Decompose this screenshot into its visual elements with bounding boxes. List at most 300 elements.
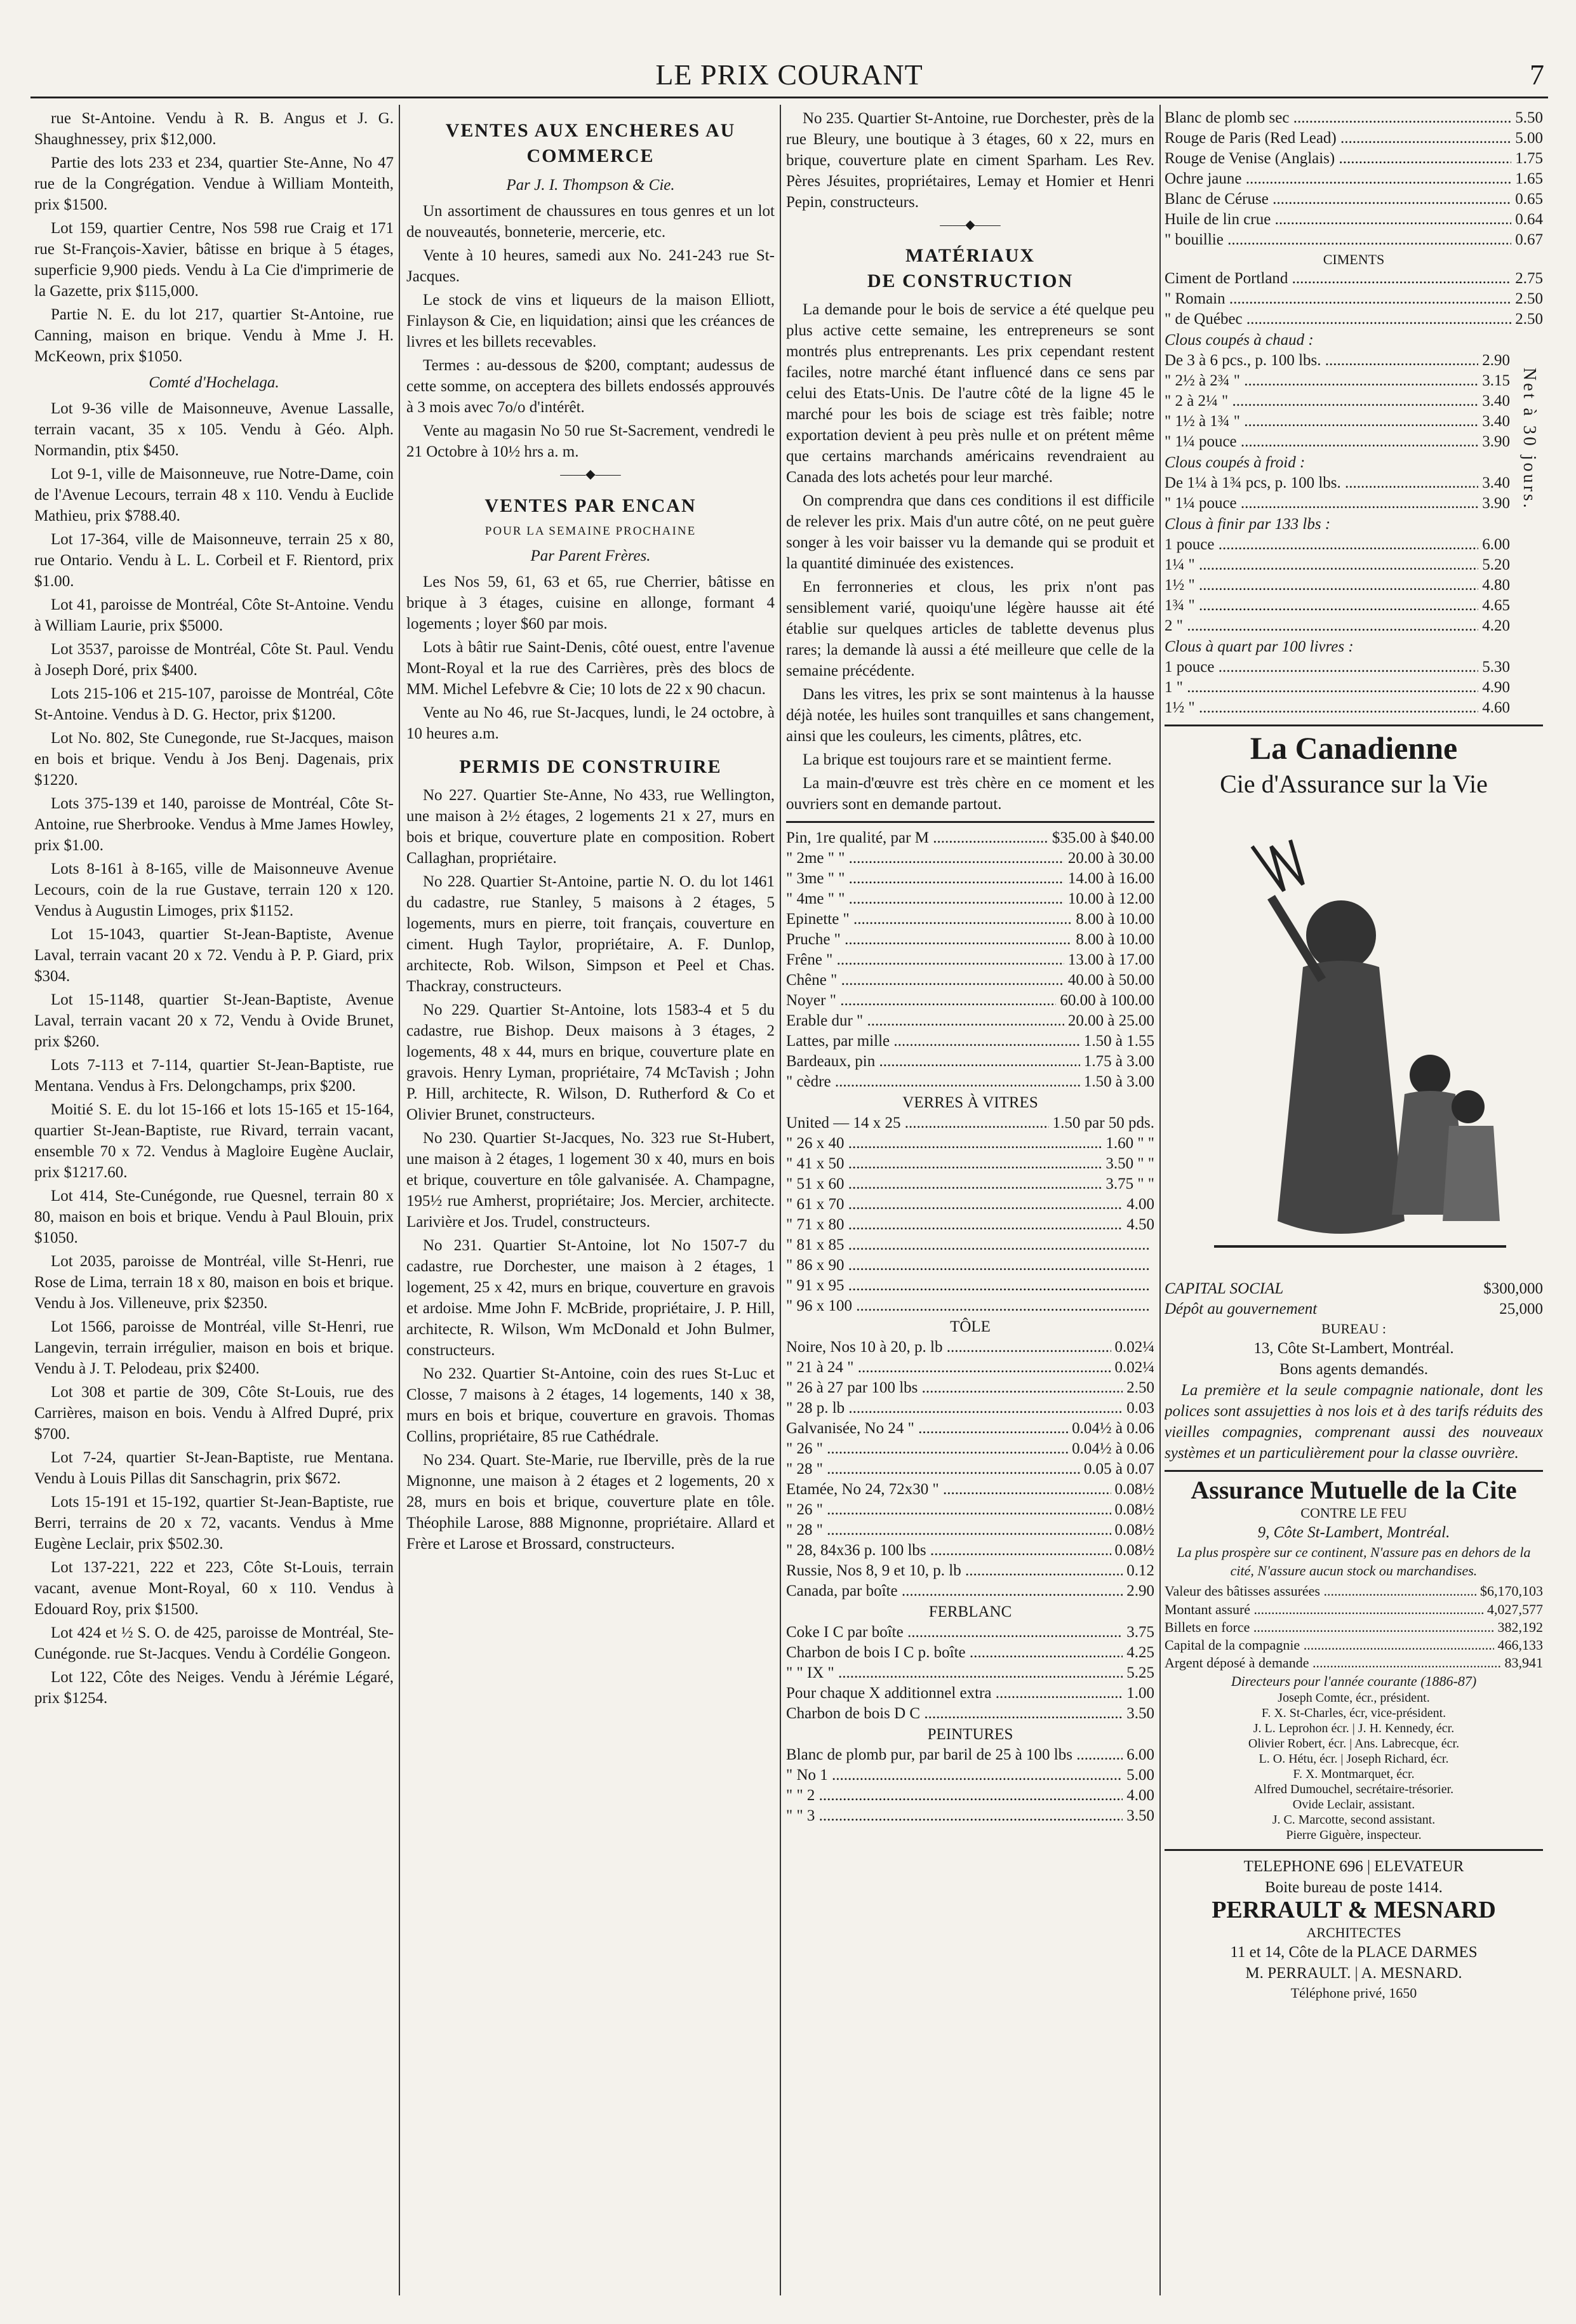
- directors-title: Directeurs pour l'année courante (1886-87): [1231, 1673, 1477, 1690]
- column-materials: [786, 108, 1154, 2292]
- item-label: Russie, Nos 8, 9 et 10, p. lb .....: [786, 1561, 1123, 1581]
- item-price: 8.00 à 10.00: [1076, 930, 1154, 948]
- sale-entry: Lot 1566, paroisse de Montréal, ville St-Henri, rue Langevin, terrain irrégulier, maison en bois et brique. Vendu à J. T. Pelodeau, prix $2400.: [34, 1318, 394, 1377]
- item-price: 14.00 à 16.00: [1067, 869, 1154, 887]
- price-row: [786, 1215, 1154, 1235]
- item-price: 0.04½ à 0.06: [1072, 1439, 1154, 1457]
- director-entry: Alfred Dumouchel, secrétaire-trésorier.: [1253, 1782, 1454, 1797]
- paragraph: No 228. Quartier St-Antoine, partie N. O. du lot 1461 du cadastre, rue Stanley, 5 maisons à 2 étages, 5 logements, murs en pierre, toit français, couverture en ciment. Hugh Taylor, propriétaire, A. F. Dunlop, architecte, Rob. Wilson, Simpson et Peel et Chas. Thackray, constructeurs.: [406, 872, 775, 995]
- director-entry: Pierre Giguère, inspecteur.: [1286, 1828, 1422, 1843]
- item-price: 0.08½: [1114, 1480, 1154, 1498]
- price-row: [786, 1133, 1154, 1154]
- item-label: Ciment de Portland .....: [1165, 269, 1511, 289]
- price-row: [1165, 149, 1543, 169]
- paragraph: Les Nos 59, 61, 63 et 65, rue Cherrier, bâtisse en brique à 3 étages, cuisine en allonge, formant 4 logements ; loyer $60 par mois.: [406, 573, 775, 633]
- item-price: 3.50: [1126, 1806, 1154, 1824]
- item-label: Billets en force .....: [1165, 1619, 1494, 1636]
- director-entry: J. L. Leprohon écr. | J. H. Kennedy, écr.: [1253, 1721, 1455, 1736]
- section-heading-permits: PERMIS DE CONSTRUIRE: [459, 756, 722, 778]
- director-entry: L. O. Hétu, écr. | Joseph Richard, écr.: [1259, 1752, 1449, 1766]
- paragraph: En ferronneries et clous, les prix n'ont pas sensiblement varié, quoiqu'une légère hausse ait été établie sur quelques articles de tablette devenus plus rares; la demande là aussi a été meilleure que celle de la semaine précédente.: [786, 578, 1154, 679]
- item-price: 3.75: [1126, 1623, 1154, 1641]
- paragraph: Le stock de vins et liqueurs de la maison Elliott, Finlayson & Cie, en liquidation; ainsi que les créances de livres et les billets recevables.: [406, 291, 775, 351]
- item-label: Chêne " .....: [786, 970, 1064, 991]
- sale-entry: Lot 3537, paroisse de Montréal, Côte St. Paul. Vendu à Joseph Doré, prix $400.: [34, 641, 394, 679]
- item-price: 3.40: [1482, 413, 1510, 431]
- item-label: Huile de lin crue .....: [1165, 210, 1511, 230]
- price-row: [1165, 289, 1543, 309]
- section-subheading: POUR LA SEMAINE PROCHAINE: [484, 524, 697, 538]
- column-sales: [34, 108, 394, 2292]
- price-row: [786, 1276, 1154, 1296]
- paragraph: On comprendra que dans ces conditions il est difficile de relever les prix. Mais d'un autre côté, on ne peut guère songer à les voir baisser vu la demande qui se produit et la quantité diminuée des existences.: [786, 491, 1154, 572]
- item-label: " 28 p. lb .....: [786, 1398, 1123, 1419]
- item-price: 5.25: [1126, 1664, 1154, 1681]
- item-label: " 61 x 70 .....: [786, 1194, 1123, 1215]
- item-price: 0.08½: [1114, 1541, 1154, 1559]
- item-label: United — 14 x 25 .....: [786, 1113, 1049, 1133]
- item-label: Noire, Nos 10 à 20, p. lb .....: [786, 1337, 1111, 1358]
- item-price: 5.50: [1515, 109, 1543, 126]
- price-row: [786, 1113, 1154, 1133]
- price-row: [786, 1561, 1154, 1581]
- sale-entry: Moitié S. E. du lot 15-166 et lots 15-165 et 15-164, quartier St-Jean-Baptiste, rue Rivard, terrain vacant, ensemble 70 x 72. Vendus à Magloire Eugène Auclair, prix $1217.60.: [34, 1101, 394, 1181]
- item-label: De 1¼ à 1¾ pcs, p. 100 lbs. .....: [1165, 473, 1478, 493]
- item-label: Pour chaque X additionnel extra .....: [786, 1683, 1123, 1704]
- ad-title: La Canadienne: [1250, 730, 1458, 766]
- paragraph: No 235. Quartier St-Antoine, rue Dorchester, près de la rue Bleury, une boutique à 3 étages, 60 x 22, murs en brique, couverture plate en ciment Sparham. Les Rev. Pères Jésuites, propriétaires, Lemay et Homier et Henri Pepin, constructeurs.: [786, 110, 1154, 211]
- item-label: " Romain .....: [1165, 289, 1511, 309]
- ad-la-canadienne: [1165, 725, 1543, 1464]
- item-label: Galvanisée, No 24 " .....: [786, 1419, 1068, 1439]
- item-label: " 1¼ pouce .....: [1165, 432, 1478, 452]
- price-row: [786, 1011, 1154, 1031]
- item-label: 1 pouce .....: [1165, 535, 1478, 555]
- paragraph: Un assortiment de chaussures en tous genres et un lot de nouveautés, bonneterie, mercerie, etc.: [406, 203, 775, 241]
- column-auctions: [406, 108, 775, 2292]
- table-title-peintures: PEINTURES: [927, 1725, 1013, 1743]
- price-row: [786, 1459, 1154, 1479]
- item-label: " 96 x 100 .....: [786, 1296, 1151, 1316]
- price-row: [786, 1072, 1154, 1092]
- item-price: 60.00 à 100.00: [1060, 991, 1154, 1009]
- item-label: " 71 x 80 .....: [786, 1215, 1123, 1235]
- item-price: 1.60 " ": [1105, 1134, 1154, 1152]
- item-price: 0.05 à 0.07: [1083, 1460, 1154, 1478]
- item-price: 5.30: [1482, 658, 1510, 676]
- ad-tagline: La première et la seule compagnie nationale, dont les polices sont assujetties à nos lois et à des tarifs réduits des vieilles compagnies, comprenant aussi des nouveaux systèmes et un particulièrement pour la classe ouvrière.: [1165, 1382, 1543, 1462]
- item-price: 4.25: [1126, 1643, 1154, 1661]
- ornament-divider: ——◆——: [940, 218, 1001, 232]
- table-title-verres: VERRES À VITRES: [902, 1093, 1038, 1111]
- price-table-sheet-metal: [786, 1337, 1154, 1601]
- price-row: [1165, 616, 1510, 636]
- price-row: [786, 1174, 1154, 1194]
- item-label: " 26 à 27 par 100 lbs .....: [786, 1378, 1123, 1398]
- price-row: [1165, 169, 1543, 189]
- price-row: [786, 1398, 1154, 1419]
- item-price: 1.50 à 3.00: [1083, 1072, 1154, 1090]
- nails-heading: Clous coupés à chaud :: [1165, 331, 1314, 349]
- item-label: " 2 à 2¼ " .....: [1165, 391, 1478, 411]
- price-row: [786, 950, 1154, 970]
- item-price: 4.20: [1482, 617, 1510, 635]
- item-price: 40.00 à 50.00: [1067, 971, 1154, 989]
- price-table-nails-quarter: [1165, 657, 1510, 718]
- sale-entry: Lot 159, quartier Centre, Nos 598 rue Craig et 171 rue St-François-Xavier, bâtisse en brique à 5 étages, superficie 9,900 pieds. Vendu à La Cie d'imprimerie de la Gazette, prix $115,000.: [34, 220, 394, 300]
- materials-paragraphs: [786, 299, 1154, 815]
- paragraph: Vente à 10 heures, samedi aux No. 241-243 rue St-Jacques.: [406, 247, 775, 286]
- stats-table: [1165, 1582, 1543, 1672]
- director-entry: Olivier Robert, écr. | Ans. Labrecque, écr.: [1248, 1737, 1460, 1751]
- item-price: 10.00 à 12.00: [1067, 890, 1154, 907]
- price-row: [786, 1296, 1154, 1316]
- item-label: De 3 à 6 pcs., p. 100 lbs. .....: [1165, 351, 1478, 371]
- sale-entry: Lot 414, Ste-Cunégonde, rue Quesnel, terrain 80 x 80, maison en bois et brique. Vendu à Paul Blouin, prix $1050.: [34, 1187, 394, 1246]
- sale-entry: Partie N. E. du lot 217, quartier St-Antoine, rue Canning, maison en brique. Vendu à Mme J. H. McKeown, prix $1050.: [34, 306, 394, 365]
- section-author: Par Parent Frères.: [530, 547, 651, 565]
- ad-tagline: La plus prospère sur ce continent, N'assure pas en dehors de la cité, N'assure aucun stock ou marchandises.: [1177, 1544, 1531, 1579]
- column-rule: [1159, 105, 1161, 2295]
- item-label: Valeur des bâtisses assurées .....: [1165, 1582, 1476, 1600]
- item-label: " " 3 .....: [786, 1806, 1123, 1826]
- paragraph: No 229. Quartier St-Antoine, lots 1583-4 et 5 du cadastre, rue Bishop. Deux maisons à 3 étages, 2 logements, 48 x 44, murs en brique, couverture plate en gravois. Henry Lyman, propriétaire, 74 McTavish ; John P. Hill, architecte, R. Wilson, D. Rutherford & Co et Olivier Brunet, constructeurs.: [406, 1001, 775, 1123]
- price-row: [786, 1194, 1154, 1215]
- item-price: 0.08½: [1114, 1500, 1154, 1518]
- directors-list: [1165, 1690, 1543, 1843]
- price-row: [786, 1154, 1154, 1174]
- item-label: " 28 " .....: [786, 1459, 1080, 1479]
- item-label: Noyer " .....: [786, 991, 1056, 1011]
- ad-address: 9, Côte St-Lambert, Montréal.: [1257, 1524, 1450, 1542]
- director-entry: J. C. Marcotte, second assistant.: [1272, 1813, 1436, 1827]
- nails-heading: Clous à quart par 100 livres :: [1165, 638, 1354, 656]
- director-entry: Ovide Leclair, assistant.: [1292, 1798, 1415, 1812]
- price-row: [786, 1806, 1154, 1826]
- sale-entry: Lot 17-364, ville de Maisonneuve, terrain 25 x 80, rue Ontario. Vendu à L. L. Corbeil et F. Rientord, prix $1.00.: [34, 531, 394, 590]
- price-row: [1165, 1582, 1543, 1600]
- item-price: 466,133: [1497, 1636, 1543, 1653]
- item-price: 2.75: [1515, 270, 1543, 288]
- subsection-heading: Comté d'Hochelaga.: [149, 374, 279, 391]
- item-price: 0.04½ à 0.06: [1072, 1419, 1154, 1437]
- price-row: [1165, 1636, 1543, 1654]
- item-label: Blanc de plomb sec .....: [1165, 108, 1511, 128]
- price-row: [1165, 269, 1543, 289]
- item-label: " 2me " " .....: [786, 848, 1064, 869]
- ad-subtitle: Cie d'Assurance sur la Vie: [1220, 769, 1488, 798]
- section-author: Par J. I. Thompson & Cie.: [506, 177, 675, 194]
- ad-telephone: TELEPHONE 696 | ELEVATEUR: [1243, 1858, 1464, 1876]
- item-label: Charbon de bois D C .....: [786, 1704, 1123, 1724]
- item-label: " 81 x 85 .....: [786, 1235, 1151, 1255]
- item-label: " 26 x 40 .....: [786, 1133, 1102, 1154]
- price-table-glass: [786, 1113, 1154, 1316]
- paragraph: Termes : au-dessous de $200, comptant; audessus de cette somme, on acceptera des billets endossés approuvés à 3 mois avec 7o/o d'intérêt.: [406, 357, 775, 417]
- page-title: LE PRIX COURANT: [655, 58, 923, 91]
- sale-entry: Lot 41, paroisse de Montréal, Côte St-Antoine. Vendu à William Laurie, prix $5000.: [34, 596, 394, 634]
- item-price: 1.50 par 50 pds.: [1052, 1114, 1154, 1132]
- table-title-ciments: CIMENTS: [1323, 251, 1385, 267]
- price-row: [1165, 1619, 1543, 1636]
- price-row: [1165, 411, 1510, 432]
- sale-entry: Lots 15-191 et 15-192, quartier St-Jean-Baptiste, rue Berri, terrains de 20 x 72, vacants. Vendus à Mme Eugène Leclair, prix $502.30.: [34, 1493, 394, 1553]
- item-price: 4.80: [1482, 577, 1510, 594]
- sale-entry: Lots 7-113 et 7-114, quartier St-Jean-Baptiste, rue Mentana. Vendus à Frs. Delongchamps, prix $200.: [34, 1057, 394, 1095]
- ad-title: PERRAULT & MESNARD: [1212, 1897, 1496, 1924]
- price-row: [1165, 432, 1510, 452]
- item-price: 4.00: [1126, 1195, 1154, 1213]
- item-label: 2 " .....: [1165, 616, 1478, 636]
- paragraph: No 232. Quartier St-Antoine, coin des rues St-Luc et Closse, 7 maisons à 2 étages, 14 logements, 140 x 38, murs en bois et brique, couverture en gravois. Thomas Collins, propriétaire, 85 rue Cathédrale.: [406, 1365, 775, 1445]
- deposit-row: Dépôt au gouvernement 25,000: [1165, 1300, 1543, 1318]
- ad-address: 11 et 14, Côte de la PLACE DARMES: [1230, 1944, 1478, 1961]
- item-label: Epinette " .....: [786, 909, 1072, 930]
- item-price: 0.08½: [1114, 1521, 1154, 1539]
- item-label: " cèdre .....: [786, 1072, 1080, 1092]
- price-row: [786, 909, 1154, 930]
- price-table-nails-cold: [1165, 473, 1510, 514]
- item-price: 13.00 à 17.00: [1067, 951, 1154, 968]
- item-price: 0.03: [1126, 1399, 1154, 1417]
- encan-paragraphs: [406, 571, 775, 744]
- item-label: Coke I C par boîte .....: [786, 1622, 1123, 1643]
- nails-heading: Clous coupés à froid :: [1165, 454, 1306, 472]
- item-label: Blanc de Céruse .....: [1165, 189, 1511, 210]
- item-price: 4.60: [1482, 699, 1510, 717]
- item-label: Etamée, No 24, 72x30 " .....: [786, 1479, 1111, 1500]
- price-row: [1165, 128, 1543, 149]
- price-row: [786, 1663, 1154, 1683]
- price-row: [786, 1052, 1154, 1072]
- paragraph: Dans les vitres, les prix se sont maintenus à la hausse déjà notée, les huiles sont tranquilles et sans changement, ainsi que les couleurs, les ciments, plâtres, etc.: [786, 685, 1154, 745]
- sale-entry: Lot 15-1043, quartier St-Jean-Baptiste, Avenue Laval, terrain vacant 20 x 72. Vendu à P. P. Giard, prix $304.: [34, 926, 394, 985]
- item-price: 3.75 " ": [1105, 1175, 1154, 1192]
- item-label: " 28 " .....: [786, 1520, 1111, 1540]
- price-row: [786, 1704, 1154, 1724]
- price-row: [1165, 108, 1543, 128]
- nails-heading: Clous à finir par 133 lbs :: [1165, 516, 1331, 533]
- item-label: " 41 x 50 .....: [786, 1154, 1102, 1174]
- price-row: [1165, 391, 1510, 411]
- price-row: [786, 1622, 1154, 1643]
- price-row: [1165, 371, 1510, 391]
- item-label: 1½ " .....: [1165, 698, 1478, 718]
- price-row: [786, 1378, 1154, 1398]
- item-price: 6.00: [1482, 536, 1510, 554]
- sale-entry: Lot 9-36 ville de Maisonneuve, Avenue Lassalle, terrain vacant, 35 x 105. Vendu à Géo. Alph. Normandin, ptix $450.: [34, 400, 394, 459]
- permit-paragraphs: [406, 785, 775, 1554]
- price-row: [786, 970, 1154, 991]
- item-price: 0.67: [1515, 231, 1543, 248]
- auction-paragraphs: [406, 201, 775, 462]
- director-entry: F. X. Montmarquet, écr.: [1293, 1767, 1415, 1782]
- price-row: [786, 1786, 1154, 1806]
- price-table-paint: [786, 1745, 1154, 1826]
- item-label: " 3me " " .....: [786, 869, 1064, 889]
- item-label: " " 2 .....: [786, 1786, 1123, 1806]
- price-row: [1165, 555, 1510, 575]
- item-price: $6,170,103: [1480, 1583, 1543, 1599]
- price-row: [786, 1643, 1154, 1663]
- item-price: 3.90: [1482, 433, 1510, 451]
- price-row: [786, 1419, 1154, 1439]
- item-price: 3.50: [1126, 1704, 1154, 1722]
- item-price: 2.90: [1482, 352, 1510, 370]
- item-label: Erable dur " .....: [786, 1011, 1064, 1031]
- ad-title: Assurance Mutuelle de la Cite: [1191, 1476, 1517, 1505]
- item-price: 3.40: [1482, 474, 1510, 492]
- item-label: Blanc de plomb pur, par baril de 25 à 100 lbs .....: [786, 1745, 1123, 1765]
- price-row: [786, 1358, 1154, 1378]
- price-row: [786, 1540, 1154, 1561]
- sale-entry: Lot No. 802, Ste Cunegonde, rue St-Jacques, maison en bois et brique. Vendu à Jos Benj. Dagenais, prix $1220.: [34, 730, 394, 789]
- section-heading-materials: MATÉRIAUX: [905, 245, 1036, 267]
- table-title-tole: TÔLE: [950, 1318, 991, 1335]
- item-label: Bardeaux, pin .....: [786, 1052, 1080, 1072]
- price-table-wood: [786, 821, 1154, 1092]
- price-row: [1165, 657, 1510, 678]
- item-label: " No 1 .....: [786, 1765, 1123, 1786]
- item-label: " de Québec .....: [1165, 309, 1511, 330]
- sale-entry: Lot 9-1, ville de Maisonneuve, rue Notre-Dame, coin de l'Avenue Lecours, terrain 48 x 110. Vendu à Euclide Mathieu, prix $788.40.: [34, 465, 394, 524]
- ad-subtitle: CONTRE LE FEU: [1300, 1505, 1407, 1521]
- section-heading-construction: DE CONSTRUCTION: [867, 270, 1074, 291]
- paragraph: No 230. Quartier St-Jacques, No. 323 rue St-Hubert, une maison à 2 étages, 1 logement 30 x 40, murs en bois et brique, couverture en tôle galvanisée. A. Champagne, 195½ rue Amherst, propriétaire; Jos. Mercier, architecte. Larivière et Jos. Trudel, constructeurs.: [406, 1129, 775, 1231]
- price-row: [786, 848, 1154, 869]
- price-row: [786, 1031, 1154, 1052]
- price-table-pigments: [1165, 108, 1543, 250]
- paragraph: No 231. Quartier St-Antoine, lot No 1507-7 du cadastre, rue Dorchester, une maison à 2 étages, 1 logement, 25 x 42, murs en brique, couverture en gravois et ardoise. Mme John F. McBride, propriétaire, J. P. Hill, architecte, R. Wilson, Wm McDonald et John Bulmer, constructeurs.: [406, 1236, 775, 1359]
- price-row: [1165, 1654, 1543, 1672]
- price-row: [1165, 698, 1510, 718]
- sale-entry: Lot 15-1148, quartier St-Jean-Baptiste, Avenue Laval, terrain vacant 20 x 72, Vendu à Ovide Brunet, prix $260.: [34, 991, 394, 1050]
- price-row: [1165, 351, 1510, 371]
- item-label: Canada, par boîte .....: [786, 1581, 1123, 1601]
- item-label: " 91 x 95 .....: [786, 1276, 1151, 1296]
- ad-perrault-mesnard: [1165, 1849, 1543, 2002]
- item-label: 1 pouce .....: [1165, 657, 1478, 678]
- item-price: 0.64: [1515, 211, 1543, 228]
- item-label: " 26 " .....: [786, 1500, 1111, 1520]
- sale-entry: rue St-Antoine. Vendu à R. B. Angus et J. G. Shaughnessey, prix $12,000.: [34, 110, 394, 148]
- price-row: [786, 930, 1154, 950]
- item-label: 1¼ " .....: [1165, 555, 1478, 575]
- item-label: 1¾ " .....: [1165, 596, 1478, 616]
- paragraph: La demande pour le bois de service a été quelque peu plus active cette semaine, les entrepreneurs se sont montrés plus entreprenants. Les prix cependant restent faciles, notre marché étant influencé dans ce sens par celui des Etats-Unis. De l'autre côté de la ligne 45 le marché pour les bois de sciage est très faible; notre exportation devient à peu près nulle et on prétent même que certains marchands américains revendraient au Canada des lots achetés pour leur marché.: [786, 300, 1154, 486]
- paragraph: Lots à bâtir rue Saint-Denis, côté ouest, entre l'avenue Mont-Royal et la rue des Carrières, près des blocs de MM. Michel Lefebvre & Cie; 10 lots de 22 x 90 chacun.: [406, 639, 775, 698]
- price-row: [1165, 1601, 1543, 1619]
- capital-row: CAPITAL SOCIAL $300,000: [1165, 1280, 1543, 1298]
- price-row: [786, 889, 1154, 909]
- item-price: 2.50: [1515, 290, 1543, 308]
- item-label: " 26 " .....: [786, 1439, 1068, 1459]
- price-row: [1165, 309, 1543, 330]
- price-row: [1165, 535, 1510, 555]
- item-price: 5.20: [1482, 556, 1510, 574]
- item-price: 83,941: [1504, 1655, 1543, 1671]
- item-price: 2.90: [1126, 1582, 1154, 1599]
- item-price: 5.00: [1515, 130, 1543, 147]
- director-entry: Joseph Comte, écr., président.: [1278, 1691, 1430, 1706]
- item-price: 1.75 à 3.00: [1083, 1052, 1154, 1070]
- item-price: 0.02¼: [1114, 1358, 1154, 1376]
- price-row: [786, 1745, 1154, 1765]
- ad-private-phone: Téléphone privé, 1650: [1290, 1985, 1417, 2001]
- ad-names: M. PERRAULT. | A. MESNARD.: [1245, 1965, 1462, 1982]
- paragraph: No 234. Quart. Ste-Marie, rue Iberville, près de la rue Mignonne, une maison à 2 étages et 2 logements, 20 x 28, murs en bois et brique, couverture plate en tôle. Théophile Larose, 888 Mignonne, propriétaire. Allard et Frère et Larose et Brossard, constructeurs.: [406, 1451, 775, 1553]
- sale-entry: Partie des lots 233 et 234, quartier Ste-Anne, No 47 rue de la Congrégation. Vendue à William Monteith, prix $1500.: [34, 154, 394, 213]
- item-price: 1.00: [1126, 1684, 1154, 1702]
- price-row: [786, 869, 1154, 889]
- price-row: [786, 1765, 1154, 1786]
- price-row: [786, 1235, 1154, 1255]
- item-label: Argent déposé à demande .....: [1165, 1654, 1501, 1672]
- item-price: 1.65: [1515, 170, 1543, 187]
- item-price: 4.00: [1126, 1786, 1154, 1804]
- column-rule: [399, 105, 400, 2295]
- ad-address: 13, Côte St-Lambert, Montréal.: [1253, 1340, 1454, 1358]
- item-label: Frêne " .....: [786, 950, 1064, 970]
- price-row: [786, 1683, 1154, 1704]
- item-label: " 86 x 90 .....: [786, 1255, 1151, 1276]
- item-label: " 28, 84x36 p. 100 lbs .....: [786, 1540, 1111, 1561]
- ad-box: Boite bureau de poste 1414.: [1265, 1879, 1443, 1897]
- item-label: " 4me " " .....: [786, 889, 1064, 909]
- item-label: Rouge de Venise (Anglais) .....: [1165, 149, 1511, 169]
- item-label: Montant assuré .....: [1165, 1601, 1483, 1619]
- sale-entry: Lot 7-24, quartier St-Jean-Baptiste, rue Mentana. Vendu à Louis Pillas dit Sanschagrin, prix $672.: [34, 1449, 394, 1487]
- item-price: 8.00 à 10.00: [1076, 910, 1154, 928]
- sale-entry: Lot 137-221, 222 et 223, Côte St-Louis, terrain vacant, avenue Mont-Royal, 60 x 110. Vendus à Edouard Roy, prix $1500.: [34, 1559, 394, 1618]
- ornament-divider: ——◆——: [560, 467, 621, 482]
- sale-entry: Lots 8-161 à 8-165, ville de Maisonneuve Avenue Lecours, coin de la rue Gustave, terrain 120 x 120. Vendus à Augustin Limoges, prix $1152.: [34, 860, 394, 919]
- sale-entry: Lot 122, Côte des Neiges. Vendu à Jérémie Légaré, prix $1254.: [34, 1669, 394, 1707]
- item-price: 4.90: [1482, 679, 1510, 697]
- item-label: " bouillie .....: [1165, 230, 1511, 250]
- item-price: 1.75: [1515, 150, 1543, 167]
- paragraph: Vente au magasin No 50 rue St-Sacrement, vendredi le 21 Octobre à 10½ hrs a. m.: [406, 422, 775, 461]
- paragraph: La brique est toujours rare et se maintient ferme.: [803, 751, 1112, 768]
- item-label: " 1¼ pouce .....: [1165, 493, 1478, 514]
- item-label: " 21 à 24 " .....: [786, 1358, 1111, 1378]
- table-title-ferblanc: FERBLANC: [928, 1603, 1012, 1620]
- item-price: 0.65: [1515, 190, 1543, 208]
- item-price: 20.00 à 30.00: [1067, 849, 1154, 867]
- price-row: [1165, 210, 1543, 230]
- item-label: Rouge de Paris (Red Lead) .....: [1165, 128, 1511, 149]
- item-label: Ochre jaune .....: [1165, 169, 1511, 189]
- section-heading-auctions: VENTES AUX ENCHERES AU COMMERCE: [445, 120, 736, 166]
- item-label: " " IX " .....: [786, 1663, 1123, 1683]
- price-row: [1165, 189, 1543, 210]
- item-price: 1.50 à 1.55: [1083, 1032, 1154, 1050]
- item-price: 2.50: [1515, 311, 1543, 328]
- director-entry: F. X. St-Charles, écr, vice-président.: [1261, 1706, 1446, 1721]
- paragraph: Vente au No 46, rue St-Jacques, lundi, le 24 octobre, à 10 heures a.m.: [406, 704, 775, 743]
- sale-entry: Lots 375-139 et 140, paroisse de Montréal, Côte St-Antoine, rue Sherbrooke. Vendus à Mme James Howley, prix $1.00.: [34, 795, 394, 854]
- item-price: 5.00: [1126, 1766, 1154, 1784]
- price-row: [1165, 473, 1510, 493]
- price-row: [786, 1520, 1154, 1540]
- item-label: Lattes, par mille .....: [786, 1031, 1080, 1052]
- price-row: [1165, 596, 1510, 616]
- item-label: Charbon de bois I C p. boîte .....: [786, 1643, 1123, 1663]
- sale-entry: Lots 215-106 et 215-107, paroisse de Montréal, Côte St-Antoine. Vendus à D. G. Hector, prix $1200.: [34, 685, 394, 723]
- paragraph: No 227. Quartier Ste-Anne, No 433, rue Wellington, une maison à 2½ étages, 2 logements 21 x 27, murs en bois et brique, couverture plate en composition. Robert Callaghan, propriétaire.: [406, 786, 775, 867]
- price-row: [1165, 230, 1543, 250]
- price-row: [786, 991, 1154, 1011]
